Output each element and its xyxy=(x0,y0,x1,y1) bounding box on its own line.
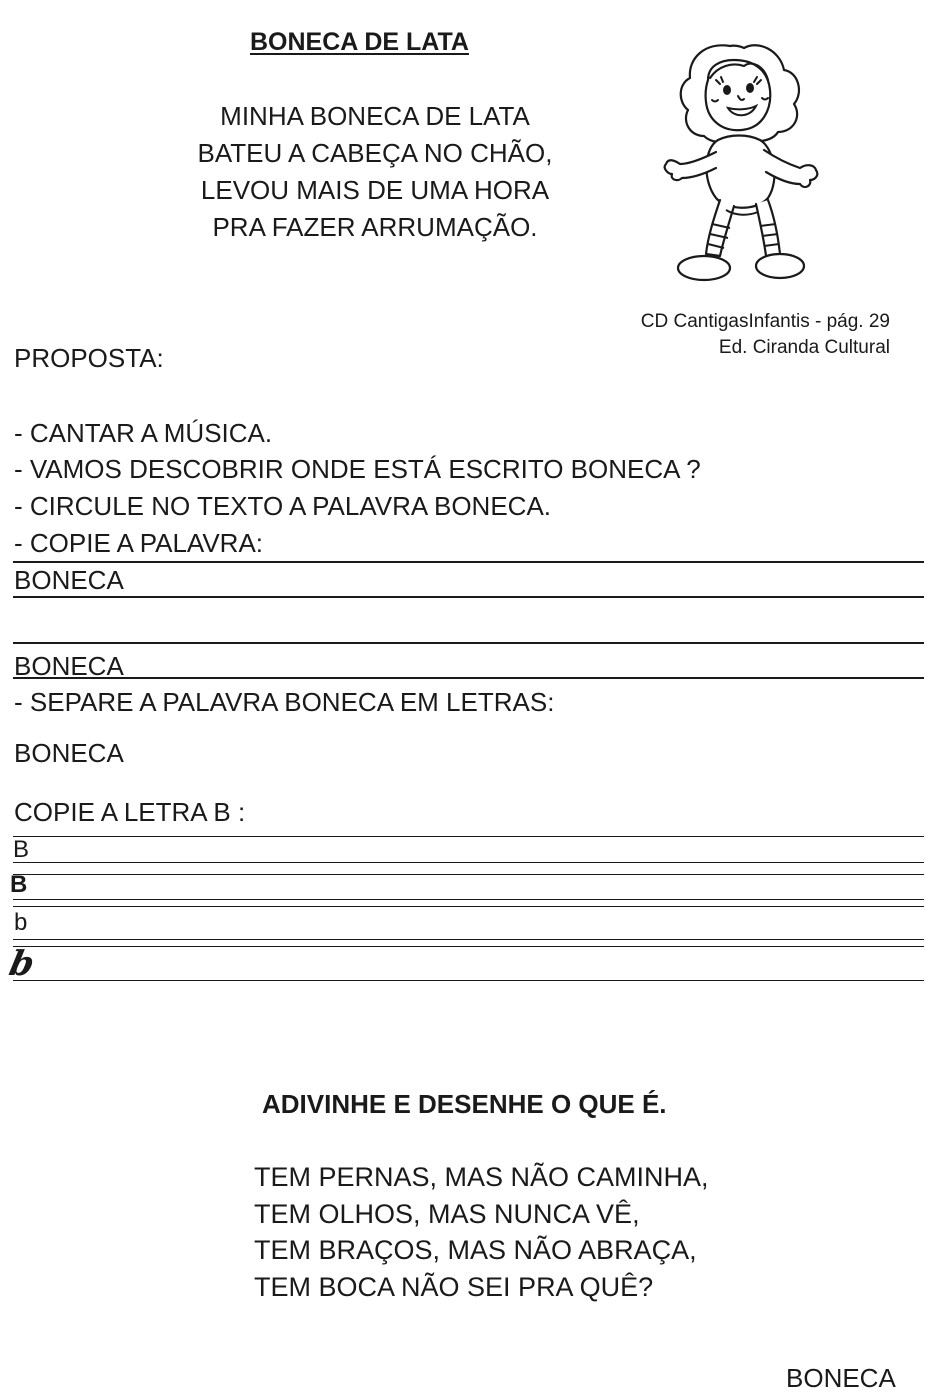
writing-line xyxy=(13,677,924,679)
riddle-line: TEM BOCA NÃO SEI PRA QUÊ? xyxy=(254,1271,654,1302)
source-line: Ed. Ciranda Cultural xyxy=(718,337,890,358)
letter-example-lower-cursive: b xyxy=(5,944,39,984)
doll-body xyxy=(706,136,774,208)
instruction-discover: - VAMOS DESCOBRIR ONDE ESTÁ ESCRITO BONECA ? xyxy=(14,454,701,484)
separate-word: BONECA xyxy=(14,738,124,768)
source-credit xyxy=(600,309,890,361)
instruction-separate: - SEPARE A PALAVRA BONECA EM LETRAS: xyxy=(14,687,555,717)
riddle-title: ADIVINHE E DESENHE O QUE É. xyxy=(262,1089,667,1119)
writing-line xyxy=(13,862,924,863)
riddle-line: TEM PERNAS, MAS NÃO CAMINHA, xyxy=(254,1162,709,1192)
writing-line xyxy=(13,939,924,940)
poem-line: LEVOU MAIS DE UMA HORA xyxy=(200,175,550,205)
page-title: BONECA DE LATA xyxy=(250,28,469,56)
source-line: CD CantigasInfantis - pág. 29 xyxy=(640,311,890,332)
writing-line xyxy=(13,836,924,837)
poem xyxy=(150,98,600,246)
copy-word-example: BONECA xyxy=(14,565,124,595)
copy-word-example: BONECA xyxy=(14,651,124,681)
writing-line xyxy=(13,561,924,563)
riddle-line: TEM BRAÇOS, MAS NÃO ABRAÇA, xyxy=(254,1235,697,1265)
doll-right-leg xyxy=(756,200,780,256)
instruction-copy-letter: COPIE A LETRA B : xyxy=(14,797,246,827)
doll-right-shoe xyxy=(756,254,804,278)
riddle xyxy=(254,1159,709,1305)
doll-eye xyxy=(746,83,754,93)
letter-example-upper: B xyxy=(13,836,30,863)
poem-line: BATEU A CABEÇA NO CHÃO, xyxy=(197,138,553,168)
instruction-circle: - CIRCULE NO TEXTO A PALAVRA BONECA. xyxy=(14,491,552,521)
riddle-line: TEM OLHOS, MAS NUNCA VÊ, xyxy=(254,1198,640,1229)
doll-illustration xyxy=(660,40,830,290)
instruction-copy-word: - COPIE A PALAVRA: xyxy=(14,528,264,558)
instruction-sing: - CANTAR A MÚSICA. xyxy=(14,418,273,448)
writing-line xyxy=(13,596,924,598)
poem-line: MINHA BONECA DE LATA xyxy=(220,101,530,131)
writing-line xyxy=(13,946,924,947)
writing-line xyxy=(13,899,924,900)
doll-eye xyxy=(723,85,731,95)
writing-line xyxy=(13,874,924,875)
writing-line xyxy=(13,642,924,644)
proposta-label: PROPOSTA: xyxy=(14,343,164,373)
writing-line xyxy=(13,906,924,907)
riddle-answer: BONECA xyxy=(786,1363,896,1393)
letter-example-lower: b xyxy=(14,909,28,936)
writing-line xyxy=(13,980,924,981)
doll-left-shoe xyxy=(678,256,730,280)
poem-line: PRA FAZER ARRUMAÇÃO. xyxy=(212,212,538,242)
letter-example-upper-cursive: B xyxy=(10,871,28,898)
